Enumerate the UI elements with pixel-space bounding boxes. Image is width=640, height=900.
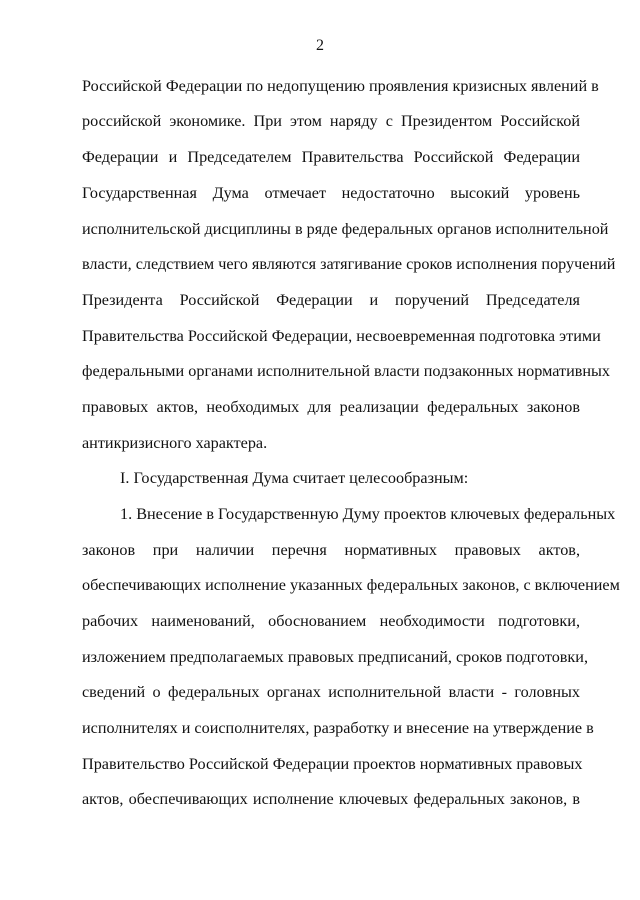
text-line: сведений о федеральных органах исполнительной власти - головных — [82, 683, 580, 701]
text-line: законов при наличии перечня нормативных правовых актов, — [82, 541, 580, 559]
section-heading: I. Государственная Дума считает целесообразным: — [120, 469, 469, 487]
text-line: антикризисного характера. — [82, 434, 268, 452]
text-line: Российской Федерации по недопущению проявления кризисных явлений в — [82, 77, 599, 95]
text-line: Правительство Российской Федерации проектов нормативных правовых — [82, 755, 583, 773]
page-number: 2 — [316, 37, 324, 54]
text-line: Государственная Дума отмечает недостаточно высокий уровень — [82, 184, 580, 202]
text-line: Правительства Российской Федерации, несвоевременная подготовка этими — [82, 327, 601, 345]
paragraph-first-line: 1. Внесение в Государственную Думу проектов ключевых федеральных — [120, 505, 616, 523]
text-line: актов, обеспечивающих исполнение ключевых федеральных законов, в — [82, 790, 580, 808]
text-line: рабочих наименований, обоснованием необходимости подготовки, — [82, 612, 580, 630]
text-line: правовых актов, необходимых для реализации федеральных законов — [82, 398, 580, 416]
text-line: власти, следствием чего являются затягивание сроков исполнения поручений — [82, 255, 616, 273]
text-line: обеспечивающих исполнение указанных федеральных законов, с включением — [82, 576, 620, 594]
text-line: Президента Российской Федерации и поручений Председателя — [82, 291, 580, 309]
text-line: российской экономике. При этом наряду с Президентом Российской — [82, 112, 580, 130]
text-line: Федерации и Председателем Правительства Российской Федерации — [82, 148, 580, 166]
text-line: исполнителях и соисполнителях, разработку и внесение на утверждение в — [82, 719, 594, 737]
text-line: исполнительской дисциплины в ряде федеральных органов исполнительной — [82, 220, 609, 238]
text-line: изложением предполагаемых правовых предписаний, сроков подготовки, — [82, 648, 588, 666]
text-line: федеральными органами исполнительной власти подзаконных нормативных — [82, 362, 611, 380]
